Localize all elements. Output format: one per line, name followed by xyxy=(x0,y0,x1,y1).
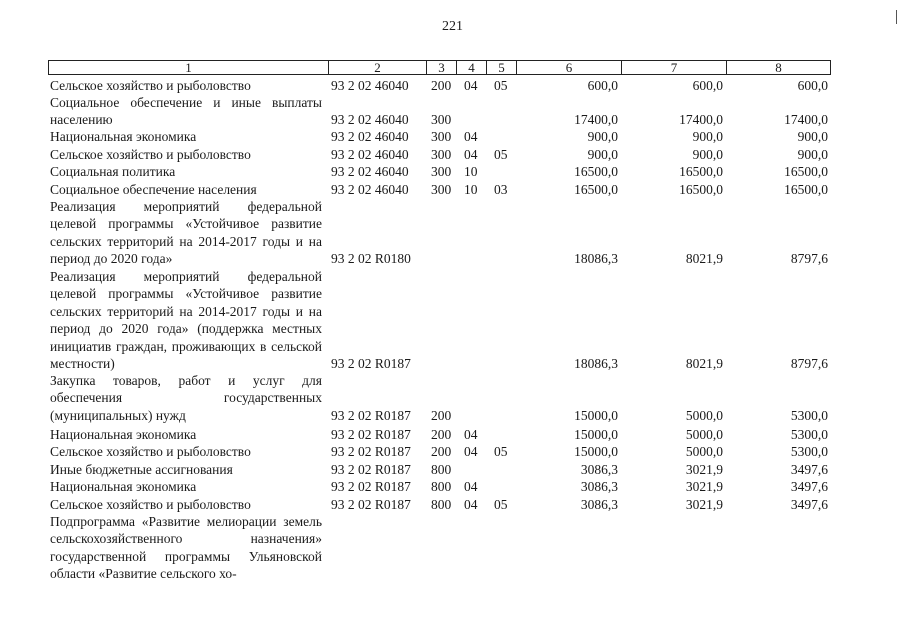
row-col-4: 04 xyxy=(464,479,478,494)
row-col-4: 04 xyxy=(464,427,478,442)
row-col-4: 04 xyxy=(464,497,478,512)
row-value-8: 16500,0 xyxy=(784,164,828,179)
row-col-5: 05 xyxy=(494,147,508,162)
row-code: 93 2 02 R0187 xyxy=(331,444,411,459)
row-name: Иные бюджетные ассигнования xyxy=(50,462,233,477)
row-value-7: 17400,0 xyxy=(679,112,723,128)
row-col-3: 800 xyxy=(431,497,452,512)
row-value-8: 5300,0 xyxy=(790,427,828,442)
row-col-3: 800 xyxy=(431,462,452,477)
row-code: 93 2 02 46040 xyxy=(331,112,409,128)
row-value-8: 5300,0 xyxy=(790,407,828,423)
row-value-8: 3497,6 xyxy=(790,479,828,494)
header-col-7: 7 xyxy=(622,61,727,74)
row-value-7: 5000,0 xyxy=(685,427,723,442)
row-col-3: 300 xyxy=(431,182,452,197)
row-name: Сельское хозяйство и рыболовство xyxy=(50,497,251,512)
row-value-7: 600,0 xyxy=(692,78,723,93)
row-code: 93 2 02 R0180 xyxy=(331,251,411,267)
row-value-8: 3497,6 xyxy=(790,497,828,512)
row-name: Сельское хозяйство и рыболовство xyxy=(50,78,251,93)
row-code: 93 2 02 46040 xyxy=(331,182,409,197)
row-value-8: 3497,6 xyxy=(790,462,828,477)
header-col-4: 4 xyxy=(457,61,487,74)
header-col-6: 6 xyxy=(517,61,622,74)
row-name: Сельское хозяйство и рыболовство xyxy=(50,444,251,459)
row-value-6: 900,0 xyxy=(587,129,618,144)
row-code: 93 2 02 R0187 xyxy=(331,356,411,371)
row-value-7: 8021,9 xyxy=(685,251,723,267)
row-code: 93 2 02 R0187 xyxy=(331,407,411,423)
row-code: 93 2 02 46040 xyxy=(331,164,409,179)
row-value-7: 8021,9 xyxy=(685,356,723,371)
header-col-8: 8 xyxy=(775,60,782,75)
row-col-3: 300 xyxy=(431,129,452,144)
row-col-4: 04 xyxy=(464,147,478,162)
row-name: Социальная политика xyxy=(50,164,176,179)
row-value-7: 3021,9 xyxy=(685,462,723,477)
row-col-3: 200 xyxy=(431,427,452,442)
row-col-4: 04 xyxy=(464,444,478,459)
row-col-3: 300 xyxy=(431,112,452,128)
row-value-7: 900,0 xyxy=(692,129,723,144)
row-name: Социальное обеспечение и иные выплаты населению xyxy=(50,95,322,128)
row-value-6: 16500,0 xyxy=(574,164,618,179)
row-value-6: 15000,0 xyxy=(574,427,618,442)
row-col-5: 03 xyxy=(494,182,508,197)
row-col-3: 300 xyxy=(431,164,452,179)
row-name: Социальное обеспечение населения xyxy=(50,182,257,197)
row-value-7: 16500,0 xyxy=(679,182,723,197)
row-value-7: 3021,9 xyxy=(685,497,723,512)
row-value-6: 18086,3 xyxy=(574,356,618,371)
row-name: Реализация мероприятий федеральной целевой программы «Устойчивое развитие сельских территорий на 2014-2017 годы и на период до 2020 года» (поддержка местных инициатив граждан, проживающих в сельской местности) xyxy=(50,269,322,372)
row-col-5: 05 xyxy=(494,497,508,512)
row-code: 93 2 02 46040 xyxy=(331,147,409,162)
page-number: 221 xyxy=(442,19,463,34)
row-name: Национальная экономика xyxy=(50,427,197,442)
table-header xyxy=(48,60,831,75)
row-value-8: 900,0 xyxy=(797,129,828,144)
row-value-6: 600,0 xyxy=(587,78,618,93)
row-col-3: 200 xyxy=(431,407,452,423)
row-col-5: 05 xyxy=(494,78,508,93)
row-value-6: 15000,0 xyxy=(574,407,618,423)
header-col-2: 2 xyxy=(329,61,427,74)
row-value-7: 900,0 xyxy=(692,147,723,162)
row-value-8: 17400,0 xyxy=(784,112,828,128)
row-name: Реализация мероприятий федеральной целевой программы «Устойчивое развитие сельских территорий на 2014-2017 годы и на период до 2020 года» xyxy=(50,199,322,267)
row-value-6: 17400,0 xyxy=(574,112,618,128)
row-name: Подпрограмма «Развитие мелиорации земель сельскохозяйственного назначения» государственной программы Ульяновской области «Развитие сельского хо- xyxy=(50,514,322,582)
row-col-4: 10 xyxy=(464,182,478,197)
row-col-3: 200 xyxy=(431,444,452,459)
row-name: Национальная экономика xyxy=(50,479,197,494)
header-col-5: 5 xyxy=(487,61,517,74)
row-col-3: 200 xyxy=(431,78,452,93)
row-value-6: 18086,3 xyxy=(574,251,618,267)
row-value-6: 16500,0 xyxy=(574,182,618,197)
row-code: 93 2 02 R0187 xyxy=(331,427,411,442)
header-col-3: 3 xyxy=(427,61,457,74)
row-value-7: 16500,0 xyxy=(679,164,723,179)
row-value-8: 8797,6 xyxy=(790,356,828,371)
row-col-3: 800 xyxy=(431,479,452,494)
row-col-4: 10 xyxy=(464,164,478,179)
row-value-8: 5300,0 xyxy=(790,444,828,459)
row-value-8: 8797,6 xyxy=(790,251,828,267)
row-code: 93 2 02 R0187 xyxy=(331,497,411,512)
row-value-7: 5000,0 xyxy=(685,444,723,459)
row-col-3: 300 xyxy=(431,147,452,162)
row-value-6: 3086,3 xyxy=(580,497,618,512)
row-name: Закупка товаров, работ и услуг для обеспечения государственных (муниципальных) нужд xyxy=(50,373,322,423)
row-value-7: 5000,0 xyxy=(685,407,723,423)
row-col-4: 04 xyxy=(464,129,478,144)
row-value-8: 16500,0 xyxy=(784,182,828,197)
row-value-8: 900,0 xyxy=(797,147,828,162)
row-value-6: 3086,3 xyxy=(580,462,618,477)
row-col-4: 04 xyxy=(464,78,478,93)
row-name: Национальная экономика xyxy=(50,129,197,144)
page-edge-mark xyxy=(896,10,897,24)
header-col-1: 1 xyxy=(49,61,329,74)
row-value-6: 3086,3 xyxy=(580,479,618,494)
row-code: 93 2 02 46040 xyxy=(331,78,409,93)
row-value-8: 600,0 xyxy=(797,78,828,93)
row-code: 93 2 02 R0187 xyxy=(331,479,411,494)
row-value-6: 15000,0 xyxy=(574,444,618,459)
row-code: 93 2 02 46040 xyxy=(331,129,409,144)
row-col-5: 05 xyxy=(494,444,508,459)
row-code: 93 2 02 R0187 xyxy=(331,462,411,477)
row-value-7: 3021,9 xyxy=(685,479,723,494)
row-value-6: 900,0 xyxy=(587,147,618,162)
row-name: Сельское хозяйство и рыболовство xyxy=(50,147,251,162)
